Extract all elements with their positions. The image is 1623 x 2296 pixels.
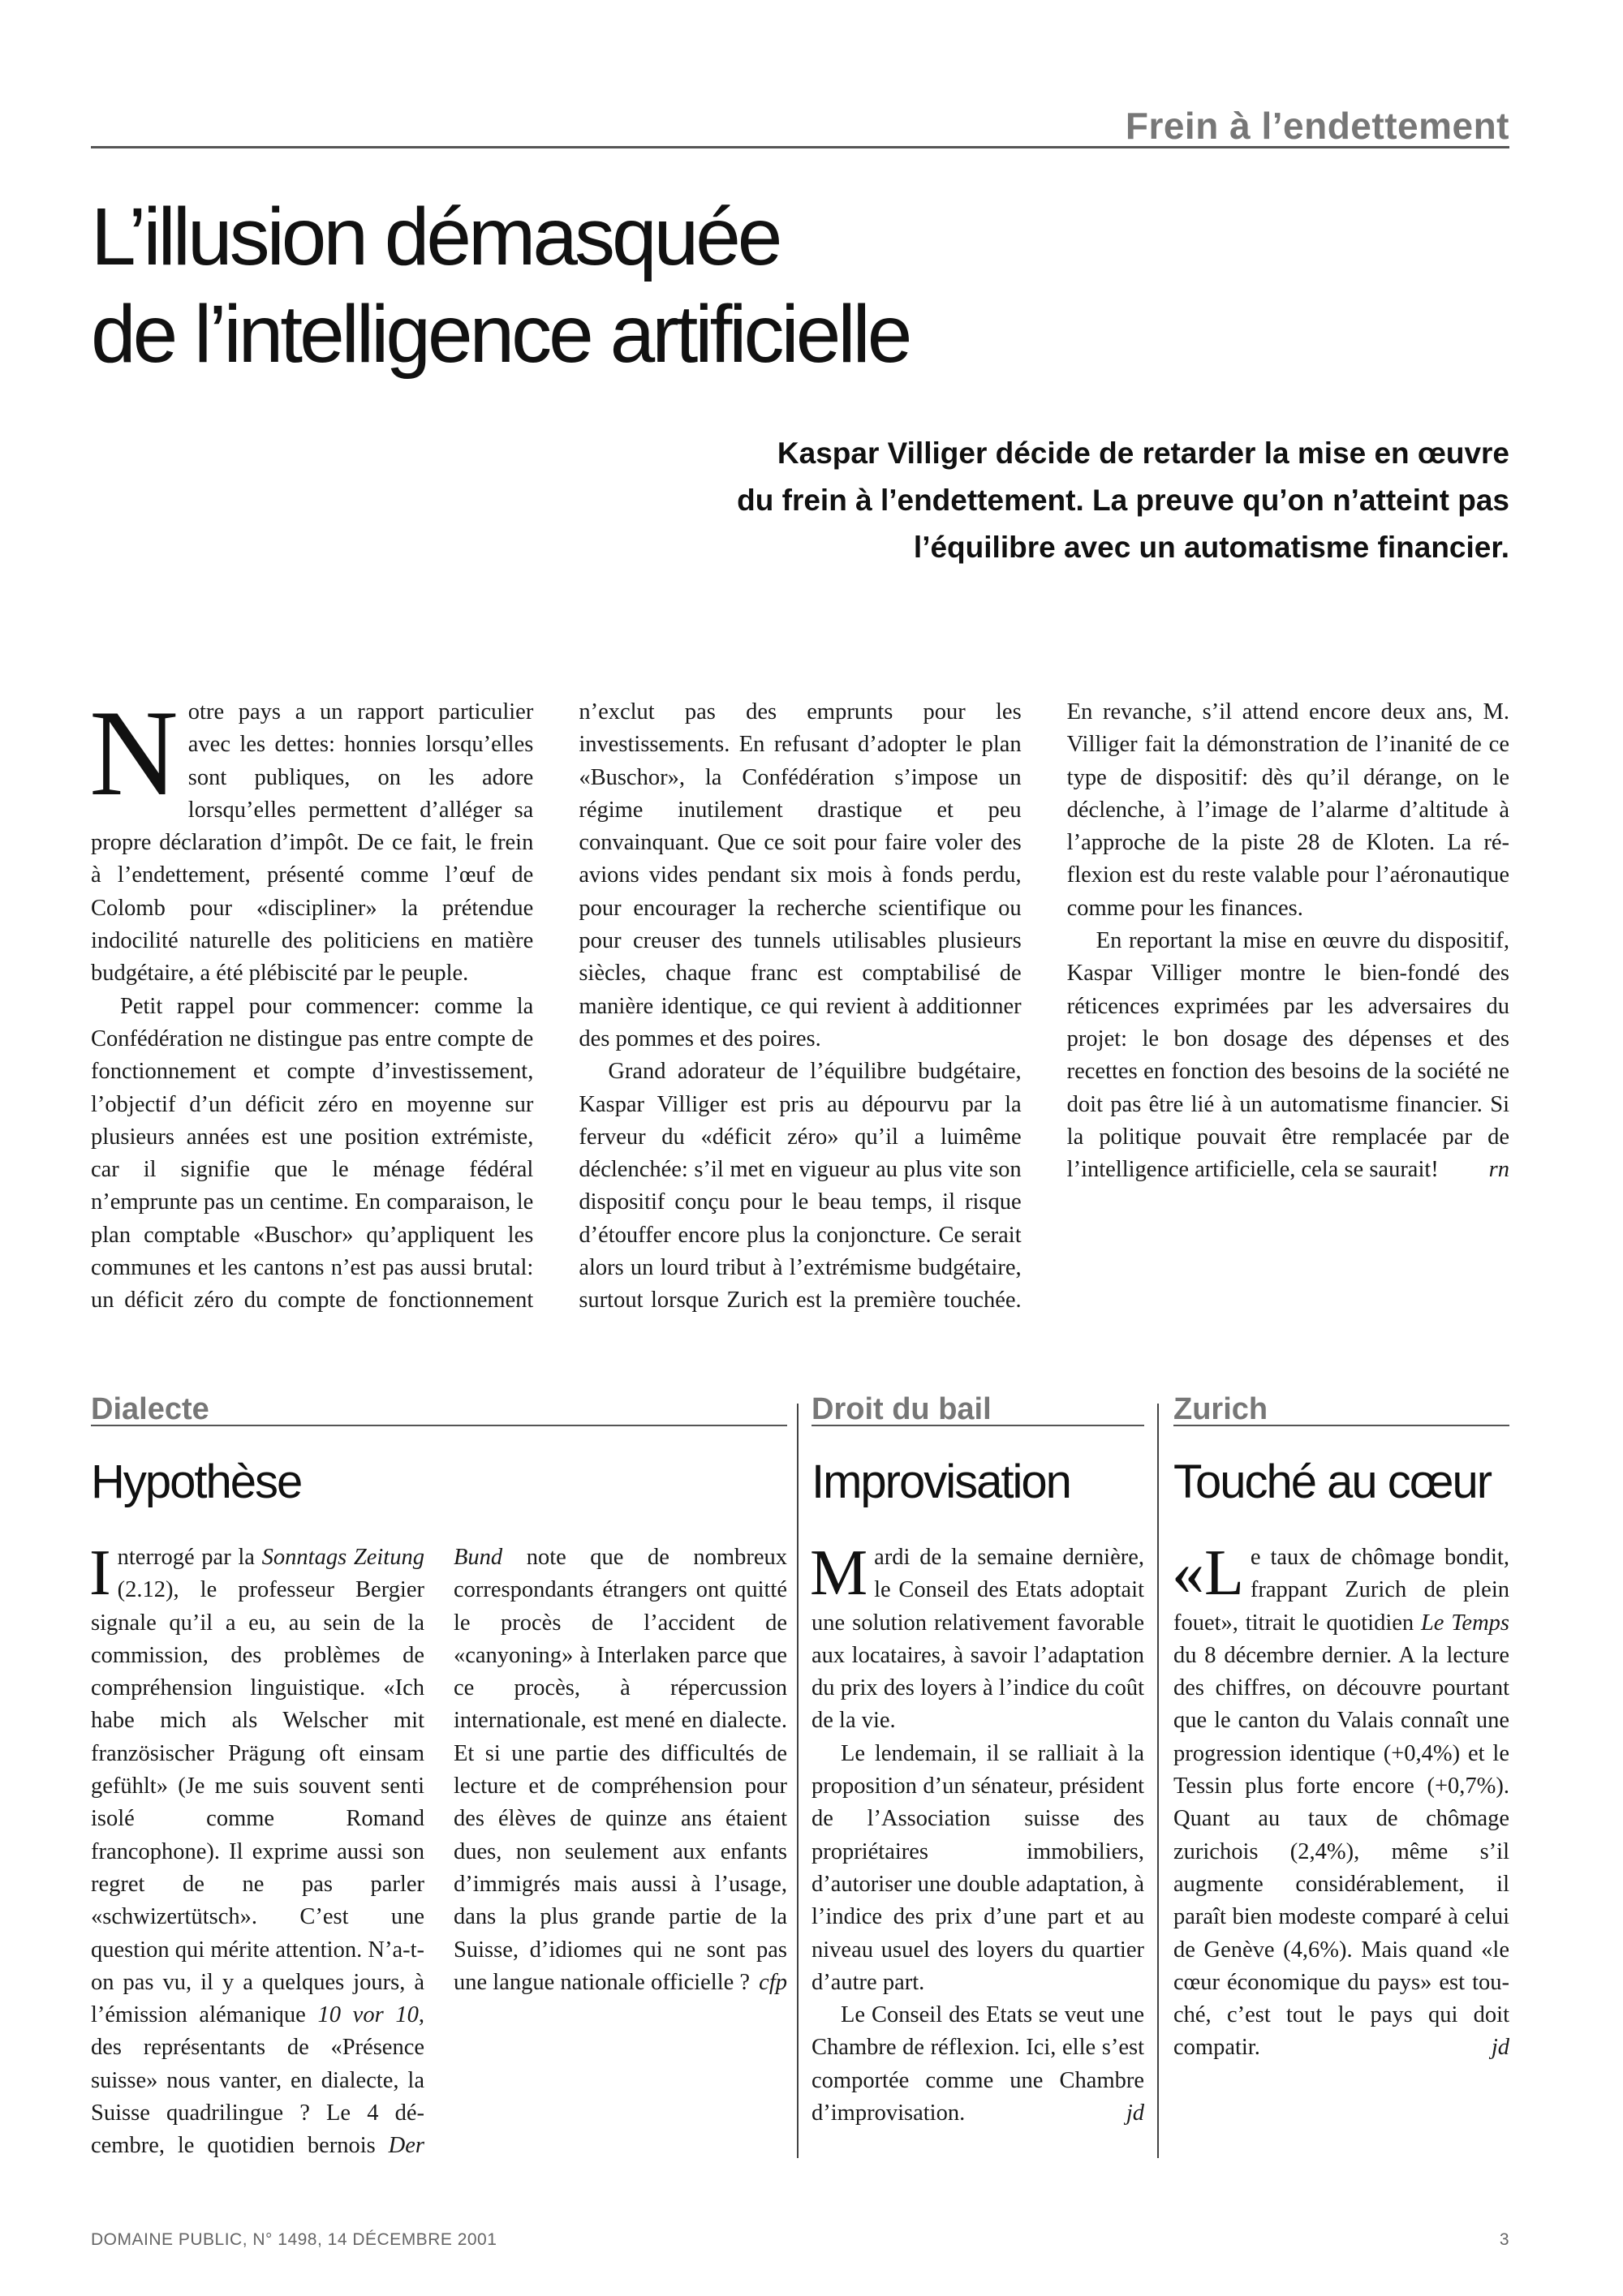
droit-du-bail-body — [810, 1537, 1144, 2166]
droit-du-bail-paragraph: Mardi de la semaine dernière, le Conseil des Etats adoptait une solution relativement favorable aux locataires, à savoir l’adaptation du prix des loyers à l’indice du coût de la vie. — [810, 1537, 1144, 1734]
main-article-body — [89, 685, 1509, 1337]
dialecte-rubric — [91, 1389, 787, 1426]
lead-line-1: Kaspar Villiger décide de retarder la mise en œuvre — [777, 436, 1509, 470]
zurich-rubric — [1173, 1389, 1509, 1426]
dialecte-body — [89, 1537, 787, 2166]
droit-du-bail-dropcap: M — [810, 1537, 868, 1609]
zurich-paragraph: «Le taux de chômage bondit, frappant Zurich de plein fouet», titrait le quotidien Le Temps du 8 décembre dernier. A la lecture des chiffres, on découvre pourtant que le canton du Valais connaît une progression identique (+0,4%) et le Tessin plus forte encore (+0,7%). Quant au taux de chômage zurichois (2,4%), même s’il augmente considérablement, il paraît bien modeste comparé à celui de Genève (4,6%). Mais quand «le cœur économique du pays» est touché, c’est tout le pays qui doit compatir. jd — [1173, 1541, 1509, 2065]
section-label: Frein à l’endettement — [1125, 105, 1509, 147]
main-article-signature: rn — [1488, 1157, 1509, 1183]
dialecte-title: Hypothèse — [91, 1455, 302, 1508]
footer-page-number: 3 — [1499, 2230, 1509, 2249]
article-title-line-2: de l’intelligence artificielle — [91, 289, 910, 380]
article-lead — [373, 430, 1509, 571]
dialecte-rubric-label: Dialecte — [91, 1392, 209, 1426]
droit-du-bail-signature: jd — [1126, 2100, 1144, 2126]
zurich-signature: jd — [1491, 2035, 1509, 2061]
column-separator — [1157, 1404, 1159, 2158]
zurich-title: Touché au cœur — [1173, 1455, 1492, 1508]
droit-du-bail-rubric-label: Droit du bail — [812, 1392, 992, 1426]
main-article-paragraph: Notre pays a un rapport particulier avec les dettes: honnies lorsqu’elles sont publiques, on les adore lorsqu’elles permettent d’alléger sa propre déclaration d’impôt. De ce fait, le frein à l’endettement, présenté comme l’œuf de Colomb pour «discipliner» la prétendue indocilité naturelle des politiciens en matière budgétaire, a été plébiscité par le peuple. — [89, 685, 534, 987]
article-title — [91, 188, 1509, 383]
main-article-paragraph: En reportant la mise en œuvre du dispositif, Kaspar Villiger montre le bien-fondé des réticences exprimées par les adversaires du projet: le bon dosage des dépenses et des recettes en fonction des besoins de la société ne doit pas être lié à un automatisme financier. Si la politique pouvait être remplacée par de l’intelligence artificielle, cela se saurait! rn — [1067, 925, 1509, 1186]
zurich-body — [1172, 1537, 1510, 2166]
dialecte-paragraph: Interrogé par la Sonntags Zeitung (2.12), le professeur Bergier signale qu’il a eu, au sein de la commission, des problèmes de compréhension linguistique. «Ich habe mich als Welscher mit französischer Prägung oft einsam gefühlt» (Je me suis souvent senti isolé comme Romand francophone). Il exprime aussi son regret de ne pas parler «schwizertütsch». C’est une question qui mérite attention. N’a-t-on pas vu, il y a quelques jours, à l’émission alémanique 10 vor 10, des représentants de «Présence suisse» nous vanter, en dialecte, la Suisse quadrilingue ? Le 4 décembre, le quotidien bernois Der Bund note que de nombreux correspondants étrangers ont quitté le procès de l’accident de «canyoning» à Interlaken parce que ce procès, à répercussion internationale, est mené en dialecte. Et si une partie des difficultés de lecture et de compréhension pour des élèves de quinze ans étaient dues, non seulement aux enfants d’immigrés mais aussi à l’usage, dans la plus grande partie de la Suisse, d’idiomes qui ne sont pas une langue nationale officielle ? cfp — [89, 1537, 787, 2159]
main-article-dropcap: N — [89, 685, 179, 821]
zurich-rubric-label: Zurich — [1173, 1392, 1268, 1426]
section-rubric — [91, 104, 1509, 148]
zurich-dropcap: «L — [1172, 1537, 1244, 1609]
droit-du-bail-paragraph: Le Conseil des Etats se veut une Chambre de réflexion. Ici, elle s’est comportée comme une Chambre d’improvisation. jd — [812, 1999, 1144, 2130]
main-article-paragraph: Grand adorateur de l’équilibre budgétaire, Kaspar Villiger est pris au dépourvu par la ferveur du «déficit zéro» qu’il a luimême déclenchée: s’il met en vigueur au plus vite son dispositif conçu pour le beau temps, il risque d’étouffer encore plus la conjoncture. Ce serait alors un lourd tribut à l’extrémisme budgétaire, surtout lorsque Zurich est la première touchée. En revanche, s’il attend encore deux ans, M. Villiger fait la démonstration de l’inanité de ce type de dispositif: dès qu’il dérange, on le déclenche, à l’image de l’alarme d’altitude à l’approche de la piste 28 de Kloten. La réflexion est du reste valable pour l’aéronautique comme pour les finances. — [579, 699, 1509, 1314]
article-title-line-1: L’illusion démasquée — [91, 191, 780, 282]
dialecte-dropcap: I — [89, 1537, 111, 1609]
droit-du-bail-paragraph: Le lendemain, il se ralliait à la proposition d’un sénateur, président de l’Association suisse des propriétaires immobiliers, d’autoriser une double adaptation, à l’indice des prix d’une part et au niveau usuel des loyers du quartier d’autre part. — [812, 1740, 1144, 1995]
column-separator — [797, 1404, 799, 2158]
lead-line-2: du frein à l’endettement. La preuve qu’on n’atteint pas — [737, 484, 1509, 517]
main-article-paragraph: Petit rappel pour commencer: comme la Confédération ne distingue pas entre compte de fonctionnement et compte d’investissement, l’objectif d’un déficit zéro en moyenne sur plusieurs années est une position extrémiste, car il signifie que le ménage fédéral n’emprunte pas un centime. En comparaison, le plan comptable «Buschor» qu’appliquent les communes et les cantons n’est pas aussi brutal: un déficit zéro du compte de fonctionnement n’exclut pas des emprunts pour les investissements. En refusant d’adopter le plan «Buschor», la Confédération s’impose un régime inutilement drastique et peu convainquant. Que ce soit pour faire voler des avions vides pendant six mois à fonds perdu, pour encourager la recherche scientifique ou pour creuser des tunnels utilisables plusieurs siècles, chaque franc est comptabilisé de manière identique, ce qui revient à additionner des pommes et des poires. — [91, 699, 1022, 1314]
lead-line-3: l’équilibre avec un automatisme financier. — [913, 531, 1509, 564]
footer-publication: DOMAINE PUBLIC, N° 1498, 14 DÉCEMBRE 2001 — [91, 2230, 497, 2249]
dialecte-signature: cfp — [759, 1969, 787, 1995]
droit-du-bail-rubric — [812, 1389, 1144, 1426]
droit-du-bail-title: Improvisation — [812, 1455, 1070, 1508]
